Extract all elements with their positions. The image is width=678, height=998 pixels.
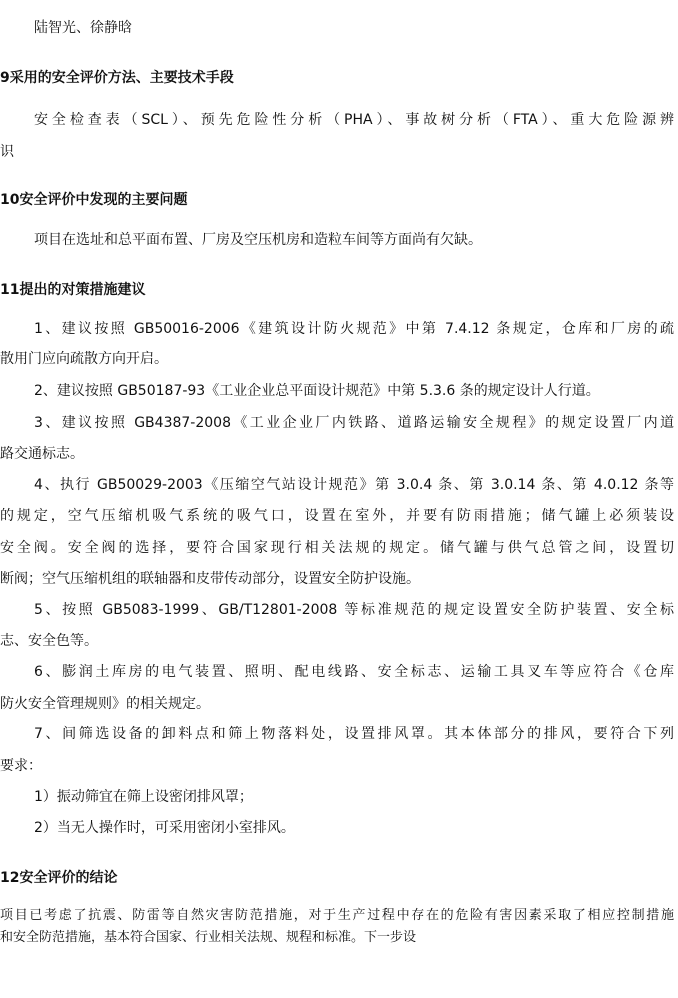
conclusion-line-2: 和安全防范措施，基本符合国家、行业相关法规、规程和标准。下一步设 xyxy=(0,930,417,945)
section-11-heading: 11提出的对策措施建议 xyxy=(0,282,146,298)
measure-7-line-2: 要求： xyxy=(0,758,42,774)
conclusion-line-1: 项目已考虑了抗震、防雷等自然灾害防范措施，对于生产过程中存在的危险有害因素采取了相应控制措施 xyxy=(0,908,674,923)
section-10-heading: 10安全评价中发现的主要问题 xyxy=(0,192,188,208)
measure-7-line-1: 7、间筛选设备的卸料点和筛上物落料处，设置排风罩。其本体部分的排风，要符合下列 xyxy=(34,726,674,742)
measure-4-line-3: 安全阀。安全阀的选择，要符合国家现行相关法规的规定。储气罐与供气总管之间，设置切 xyxy=(0,540,674,556)
section-12-heading: 12安全评价的结论 xyxy=(0,870,118,886)
measure-6-line-1: 6、膨润土库房的电气装置、照明、配电线路、安全标志、运输工具叉车等应符合《仓库 xyxy=(34,664,674,680)
measure-5-line-1: 5、按照 GB5083-1999、GB/T12801-2008 等标准规范的规定设置安全防护装置、安全标 xyxy=(34,602,674,618)
section-10-text: 项目在选址和总平面布置、厂房及空压机房和造粒车间等方面尚有欠缺。 xyxy=(34,232,482,248)
measure-1-line-2: 散用门应向疏散方向开启。 xyxy=(0,351,168,367)
measure-4-line-1: 4、执行 GB50029-2003《压缩空气站设计规范》第 3.0.4 条、第 3.0.14 条、第 4.0.12 条等 xyxy=(34,477,674,493)
section-9-heading: 9采用的安全评价方法、主要技术手段 xyxy=(0,70,234,86)
measure-4-line-2: 的规定，空气压缩机吸气系统的吸气口，设置在室外，并要有防雨措施；储气罐上必须装设 xyxy=(0,508,674,524)
authors-line: 陆智光、徐静晗 xyxy=(34,20,132,36)
measure-2-line: 2、建议按照 GB50187-93《工业企业总平面设计规范》中第 5.3.6 条的规定设计人行道。 xyxy=(34,383,600,399)
measure-3-line-2: 路交通标志。 xyxy=(0,446,84,462)
section-9-text-line-1: 安全检查表（SCL）、预先危险性分析（PHA）、事故树分析（FTA）、重大危险源辨 xyxy=(34,112,674,128)
measure-6-line-2: 防火安全管理规则》的相关规定。 xyxy=(0,696,210,712)
measure-7-sub-2: 2）当无人操作时，可采用密闭小室排风。 xyxy=(34,820,295,836)
measure-5-line-2: 志、安全色等。 xyxy=(0,633,98,649)
measure-7-sub-1: 1）振动筛宜在筛上设密闭排风罩； xyxy=(34,789,253,805)
measure-4-line-4: 断阀；空气压缩机组的联轴器和皮带传动部分，设置安全防护设施。 xyxy=(0,571,420,587)
section-9-text-line-2: 识 xyxy=(0,144,14,160)
measure-3-line-1: 3、建议按照 GB4387-2008《工业企业厂内铁路、道路运输安全规程》的规定设置厂内道 xyxy=(34,415,674,431)
measure-1-line-1: 1、建议按照 GB50016-2006《建筑设计防火规范》中第 7.4.12 条规定，仓库和厂房的疏 xyxy=(34,321,674,337)
